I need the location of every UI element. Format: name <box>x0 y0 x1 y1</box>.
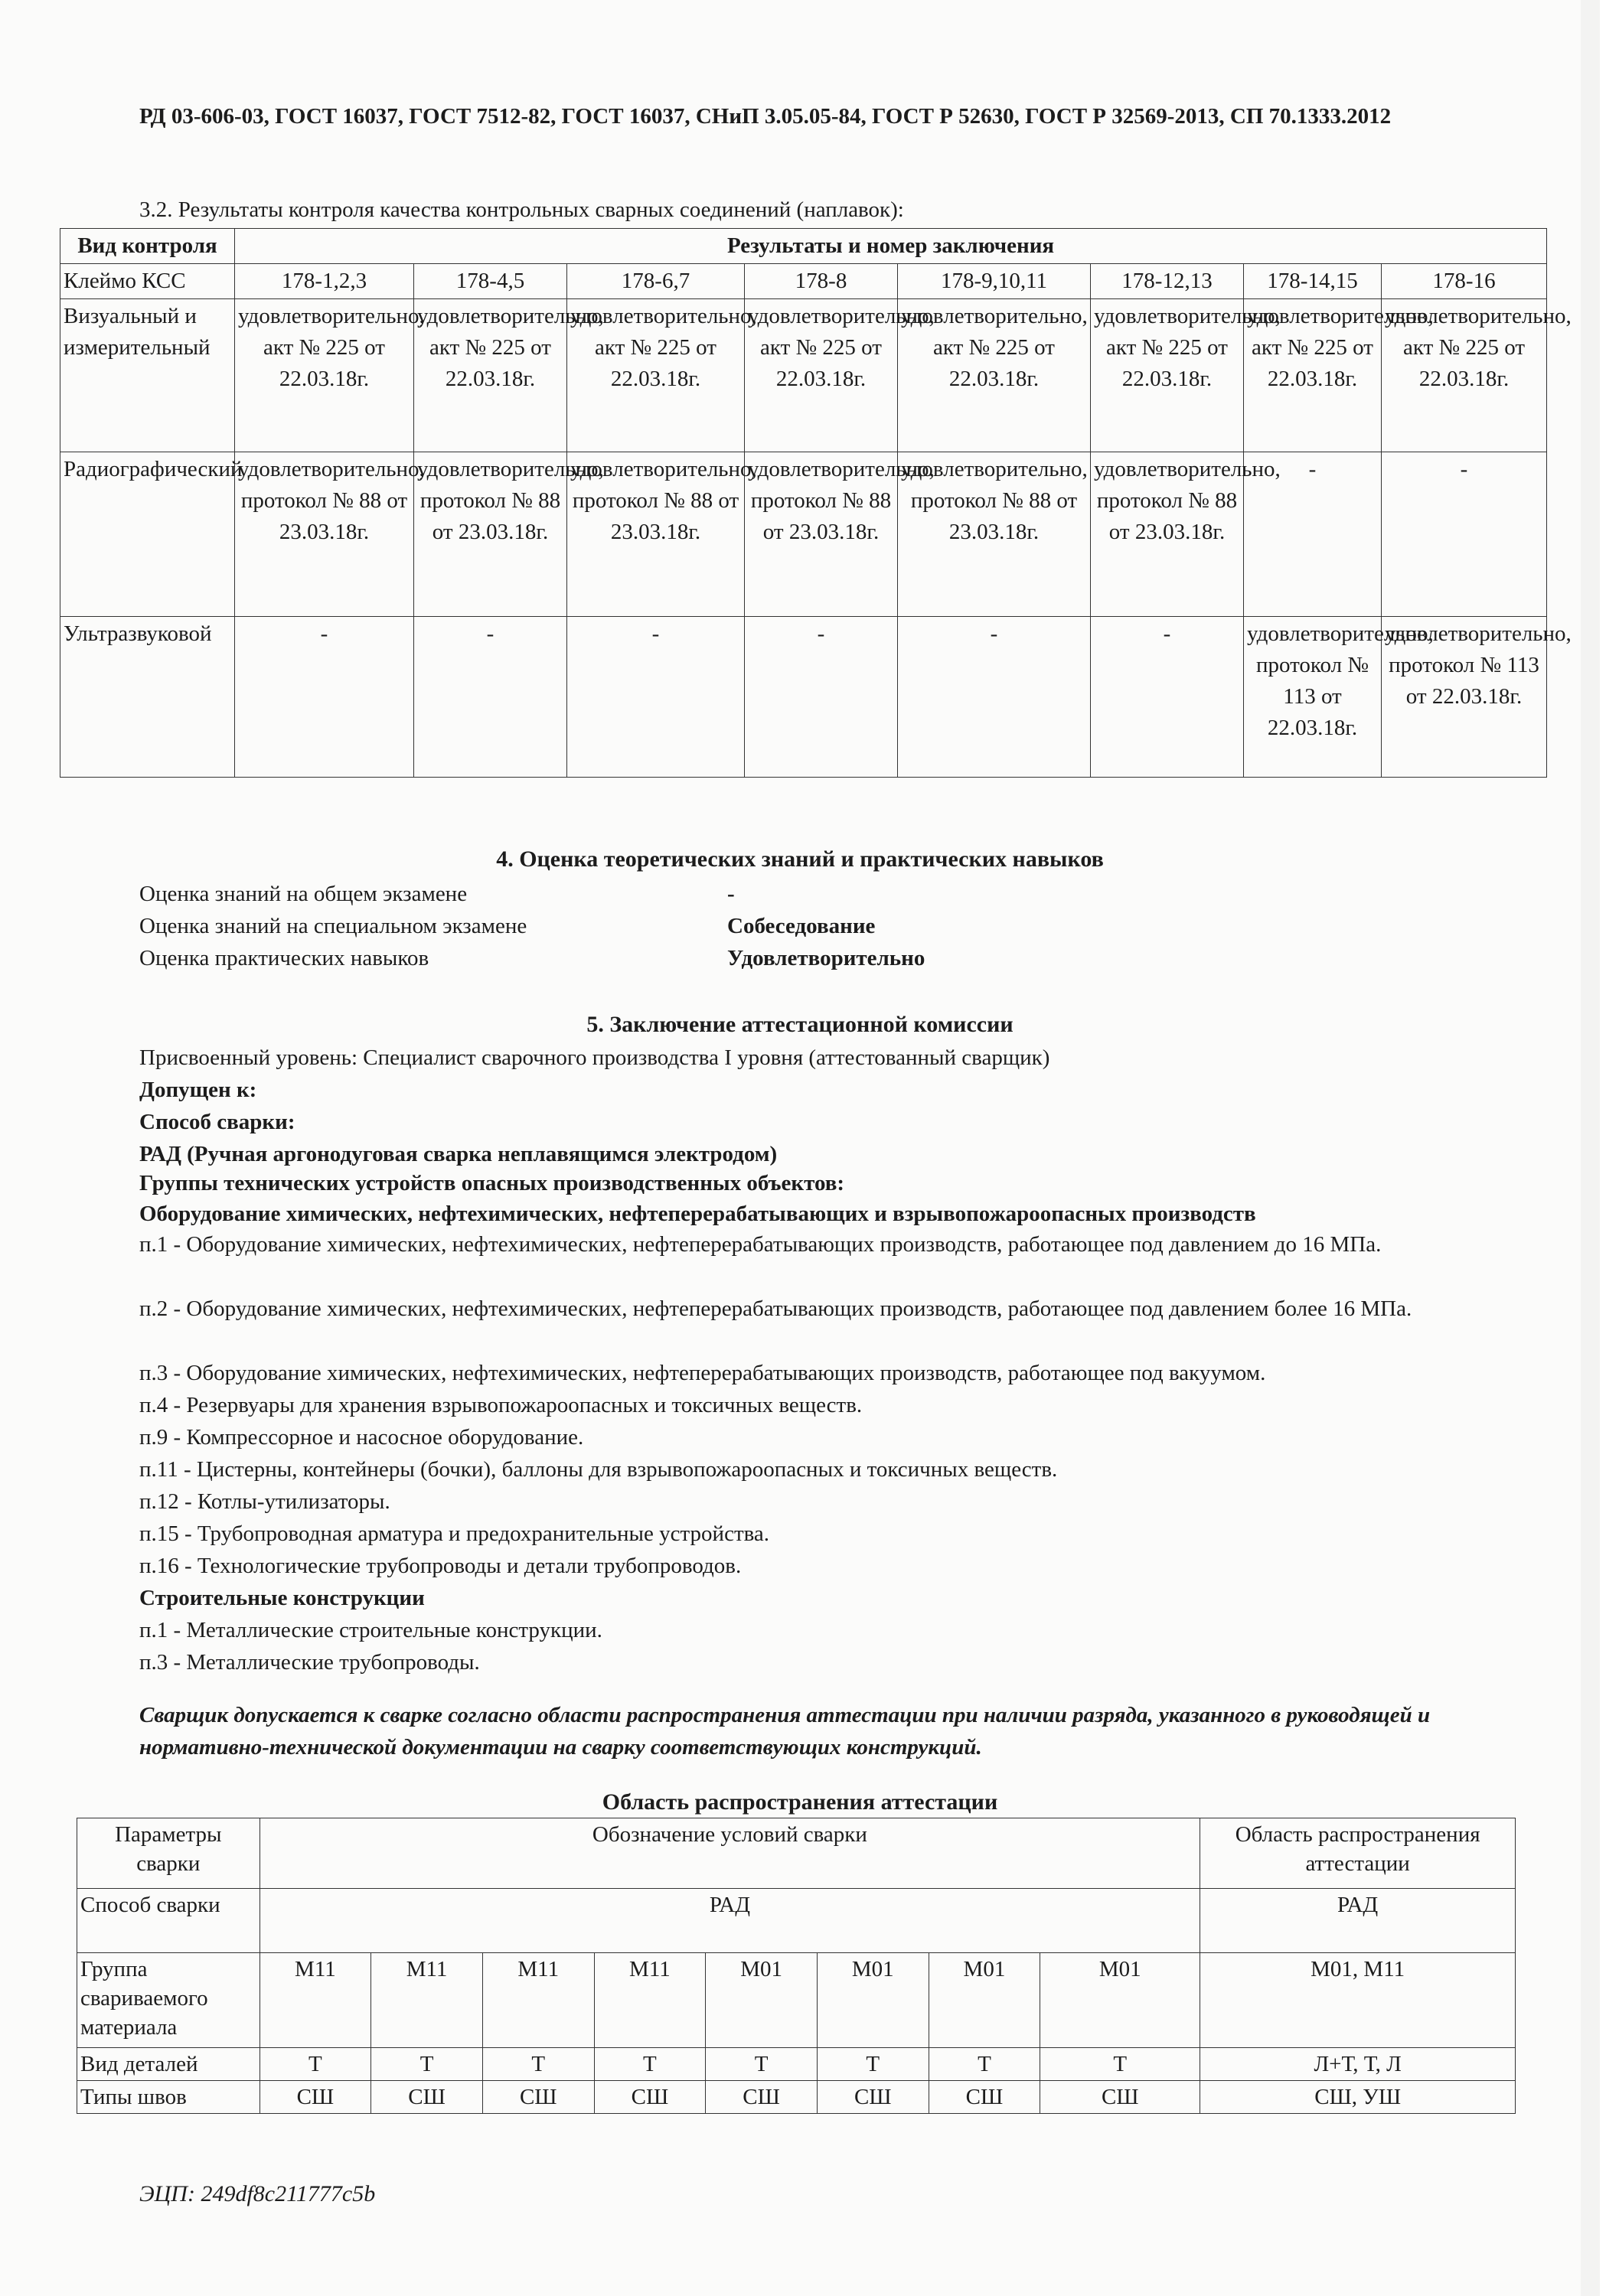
stamp-cell: 178-6,7 <box>567 264 745 299</box>
result-cell: удовлетворительно, акт № 225 от 22.03.18г. <box>567 299 745 452</box>
equipment-item: п.3 - Оборудование химических, нефтехимических, нефтеперерабатывающих производств, работающее под вакуумом. <box>139 1361 1266 1385</box>
assessment-label: Оценка знаний на специальном экзамене <box>139 914 527 938</box>
part-cell: Т <box>594 2048 706 2081</box>
stamp-cell: 178-8 <box>745 264 898 299</box>
admitted-label: Допущен к: <box>139 1078 257 1102</box>
assigned-level: Присвоенный уровень: Специалист сварочного производства I уровня (аттестованный сварщик) <box>139 1045 1050 1070</box>
group-cell: М11 <box>594 1953 706 2048</box>
method-scope: РАД <box>1200 1889 1516 1953</box>
seam-label: Типы швов <box>77 2081 260 2114</box>
group-cell: М11 <box>259 1953 371 2048</box>
seam-cell: СШ <box>482 2081 594 2114</box>
seam-cell: СШ <box>371 2081 483 2114</box>
admission-note: Сварщик допускается к сварке согласно области распространения аттестации при наличии разряда, указанного в руководящей и нормативно-технической документации на сварку соответствующих конструкций. <box>139 1703 1431 1760</box>
result-cell: - <box>235 617 414 778</box>
stamp-cell: 178-9,10,11 <box>898 264 1091 299</box>
result-cell: удовлетворительно, акт № 225 от 22.03.18г. <box>414 299 567 452</box>
equipment-item: п.16 - Технологические трубопроводы и детали трубопроводов. <box>139 1554 742 1578</box>
part-cell: Т <box>1040 2048 1200 2081</box>
result-cell: удовлетворительно, протокол № 113 от 22.03.18г. <box>1382 617 1547 778</box>
result-cell: - <box>745 617 898 778</box>
result-cell: - <box>898 617 1091 778</box>
result-cell: удовлетворительно, протокол № 88 от 23.03.18г. <box>414 452 567 617</box>
result-cell: удовлетворительно, протокол № 88 от 23.03.18г. <box>235 452 414 617</box>
stamp-label: Клеймо КСС <box>60 264 235 299</box>
result-cell: удовлетворительно, протокол № 88 от 23.03.18г. <box>567 452 745 617</box>
section-5-title: 5. Заключение аттестационной комиссии <box>586 1012 1014 1037</box>
result-cell: удовлетворительно, протокол № 88 от 23.03.18г. <box>1091 452 1244 617</box>
row-label-ultrasonic: Ультразвуковой <box>60 617 235 778</box>
result-cell: - <box>1382 452 1547 617</box>
assessment-label: Оценка практических навыков <box>139 946 429 970</box>
construction-item: п.1 - Металлические строительные конструкции. <box>139 1618 602 1642</box>
seam-cell: СШ <box>594 2081 706 2114</box>
seam-scope: СШ, УШ <box>1200 2081 1516 2114</box>
welding-method: РАД (Ручная аргонодуговая сварка неплавящимся электродом) <box>139 1142 778 1166</box>
result-cell: - <box>567 617 745 778</box>
result-cell: - <box>1244 452 1382 617</box>
stamp-cell: 178-16 <box>1382 264 1547 299</box>
result-cell: удовлетворительно, акт № 225 от 22.03.18г. <box>1382 299 1547 452</box>
norms-reference: РД 03-606-03, ГОСТ 16037, ГОСТ 7512-82, ГОСТ 16037, СНиП 3.05.05-84, ГОСТ Р 52630, ГОСТ Р 32569-2013, СП 70.1333.2012 <box>139 104 1392 129</box>
seam-cell: СШ <box>259 2081 371 2114</box>
digital-signature: ЭЦП: 249df8c211777c5b <box>139 2181 376 2206</box>
header-control-type: Вид контроля <box>60 229 235 264</box>
section-3-2-caption: 3.2. Результаты контроля качества контрольных сварных соединений (наплавок): <box>139 197 904 222</box>
row-label-radiographic: Радиографический <box>60 452 235 617</box>
assessment-value: - <box>727 882 735 906</box>
assessment-row <box>139 911 1540 941</box>
seam-cell: СШ <box>706 2081 818 2114</box>
assessment-row <box>139 879 1540 909</box>
group-scope: М01, М11 <box>1200 1953 1516 2048</box>
part-cell: Т <box>482 2048 594 2081</box>
seam-cell: СШ <box>817 2081 929 2114</box>
result-cell: удовлетворительно, протокол № 88 от 23.03.18г. <box>745 452 898 617</box>
scope-title: Область распространения аттестации <box>602 1789 998 1815</box>
page-edge <box>1581 0 1600 2296</box>
equipment-title: Оборудование химических, нефтехимических, нефтеперерабатывающих и взрывопожароопасных производств <box>139 1202 1256 1226</box>
part-cell: Т <box>817 2048 929 2081</box>
group-label: Группа свариваемого материала <box>77 1953 260 2048</box>
result-cell: - <box>1091 617 1244 778</box>
section-4-title: 4. Оценка теоретических знаний и практических навыков <box>496 846 1104 872</box>
equipment-item: п.15 - Трубопроводная арматура и предохранительные устройства. <box>139 1521 770 1546</box>
result-cell: удовлетворительно, протокол № 113 от 22.03.18г. <box>1244 617 1382 778</box>
part-scope: Л+Т, Т, Л <box>1200 2048 1516 2081</box>
assessment-value: Удовлетворительно <box>727 946 925 970</box>
group-cell: М01 <box>706 1953 818 2048</box>
construction-item: п.3 - Металлические трубопроводы. <box>139 1650 480 1675</box>
seam-cell: СШ <box>929 2081 1040 2114</box>
result-cell: - <box>414 617 567 778</box>
header-conditions: Обозначение условий сварки <box>259 1818 1200 1889</box>
result-cell: удовлетворительно, акт № 225 от 22.03.18г. <box>1244 299 1382 452</box>
header-scope: Область распространения аттестации <box>1200 1818 1516 1889</box>
scope-table <box>77 1818 1516 2114</box>
group-cell: М01 <box>1040 1953 1200 2048</box>
method-value: РАД <box>259 1889 1200 1953</box>
part-cell: Т <box>371 2048 483 2081</box>
equipment-item: п.11 - Цистерны, контейнеры (бочки), баллоны для взрывопожароопасных и токсичных веществ. <box>139 1457 1058 1482</box>
equipment-item: п.4 - Резервуары для хранения взрывопожароопасных и токсичных веществ. <box>139 1393 863 1417</box>
equipment-item: п.2 - Оборудование химических, нефтехимических, нефтеперерабатывающих производств, работающее под давлением более 16 МПа. <box>139 1296 1412 1321</box>
result-cell: удовлетворительно, акт № 225 от 22.03.18г. <box>745 299 898 452</box>
group-cell: М01 <box>817 1953 929 2048</box>
assessment-row <box>139 943 1540 974</box>
groups-label: Группы технических устройств опасных производственных объектов: <box>139 1171 845 1195</box>
stamp-cell: 178-12,13 <box>1091 264 1244 299</box>
stamp-cell: 178-1,2,3 <box>235 264 414 299</box>
part-cell: Т <box>259 2048 371 2081</box>
assessment-label: Оценка знаний на общем экзамене <box>139 882 468 906</box>
row-label-visual: Визуальный и измерительный <box>60 299 235 452</box>
assessment-value: Собеседование <box>727 914 876 938</box>
stamp-cell: 178-14,15 <box>1244 264 1382 299</box>
constructions-title: Строительные конструкции <box>139 1586 425 1610</box>
result-cell: удовлетворительно, протокол № 88 от 23.03.18г. <box>898 452 1091 617</box>
stamp-cell: 178-4,5 <box>414 264 567 299</box>
control-results-table <box>60 228 1572 778</box>
part-label: Вид деталей <box>77 2048 260 2081</box>
header-results: Результаты и номер заключения <box>235 229 1547 264</box>
method-label: Способ сварки <box>77 1889 260 1953</box>
equipment-item: п.1 - Оборудование химических, нефтехимических, нефтеперерабатывающих производств, работающее под давлением до 16 МПа. <box>139 1232 1382 1257</box>
result-cell: удовлетворительно, акт № 225 от 22.03.18г. <box>898 299 1091 452</box>
seam-cell: СШ <box>1040 2081 1200 2114</box>
result-cell: удовлетворительно, акт № 225 от 22.03.18г. <box>1091 299 1244 452</box>
equipment-item: п.12 - Котлы-утилизаторы. <box>139 1489 390 1514</box>
group-cell: М01 <box>929 1953 1040 2048</box>
group-cell: М11 <box>482 1953 594 2048</box>
method-label: Способ сварки: <box>139 1110 295 1134</box>
equipment-item: п.9 - Компрессорное и насосное оборудование. <box>139 1425 584 1450</box>
header-params: Параметры сварки <box>77 1818 260 1889</box>
part-cell: Т <box>929 2048 1040 2081</box>
group-cell: М11 <box>371 1953 483 2048</box>
result-cell: удовлетворительно, акт № 225 от 22.03.18г. <box>235 299 414 452</box>
part-cell: Т <box>706 2048 818 2081</box>
